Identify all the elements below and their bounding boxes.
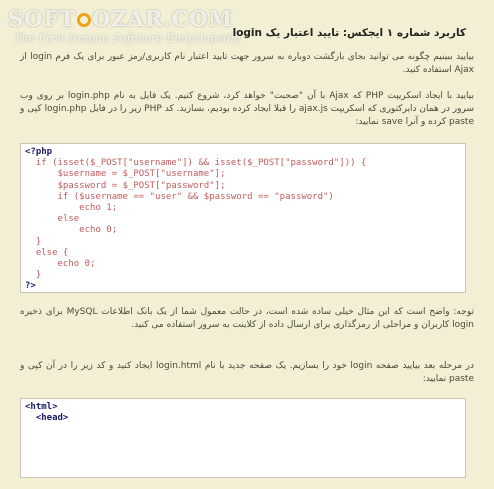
page-title: کاربرد شماره ۱ ایجکس: تایید اعتبار یک login xyxy=(232,27,466,39)
note-paragraph: توجه: واضح است که این مثال خیلی ساده شده است، در حالت معمول شما از یک بانک اطلاعات MySQL برای ذخیره login کاربران و مراحلی از رمزگذاری برای ارسال داده از کلاینت به سرور استفاده می کنید. xyxy=(20,307,474,330)
code-line: <head> xyxy=(25,413,69,424)
code-line: <html> xyxy=(25,402,58,412)
watermark-logo xyxy=(8,6,248,46)
code-line: echo 0; xyxy=(25,225,118,236)
code-line: ?> xyxy=(25,281,36,292)
html-code-block[interactable] xyxy=(20,398,466,478)
code-line: else xyxy=(25,214,80,225)
code-line: if ($username == "user" && $password == "password") xyxy=(25,191,334,202)
php-code-block[interactable] xyxy=(20,143,466,293)
code-line: echo 1; xyxy=(25,202,118,213)
watermark-tagline: The First Iranian Software Encyclopedia xyxy=(14,32,241,45)
code-line: } xyxy=(25,236,42,247)
code-line: $username = $_POST["username"]; xyxy=(25,169,226,180)
watermark-site-name xyxy=(8,6,233,31)
code-line: echo 0; xyxy=(25,258,96,269)
watermark-site-name-pre: SOFT xyxy=(8,6,76,31)
step2-paragraph: در مرحله بعد بیایید صفحه login خود را بسازیم. یک صفحه جدید با نام login.html ایجاد کنید و کد زیر را در آن کپی و paste نمایید: xyxy=(20,361,475,384)
code-line: $password = $_POST["password"]; xyxy=(25,180,226,191)
magnifier-icon xyxy=(77,13,91,27)
watermark-site-name-post: OZAR.COM xyxy=(92,6,233,31)
code-line: } xyxy=(25,270,42,281)
code-line: if (isset($_POST["username"]) && isset($_POST["password"])) { xyxy=(25,158,367,169)
code-line: else { xyxy=(25,247,69,258)
code-line: <?php xyxy=(25,147,53,157)
intro-paragraph: بیایید ببینیم چگونه می توانید بجای بازگشت دوباره به سرور جهت تایید اعتبار نام کاربری/رمز عبور برای یک فرم login از Ajax استفاده کنید. xyxy=(20,52,474,75)
step1-paragraph: بیایید با ایجاد اسکریپت PHP که Ajax با آن "صحبت" خواهد کرد، شروع کنیم. یک فایل به نام login.php بر روی وب سرور در همان دایرکتوری که اسکریپت ajax.js را قبلا ایجاد کرده بودیم، بسازید. کد PHP زیر را در فایل login.php کپی و paste کرده و آنرا save نمایید: xyxy=(20,91,475,127)
